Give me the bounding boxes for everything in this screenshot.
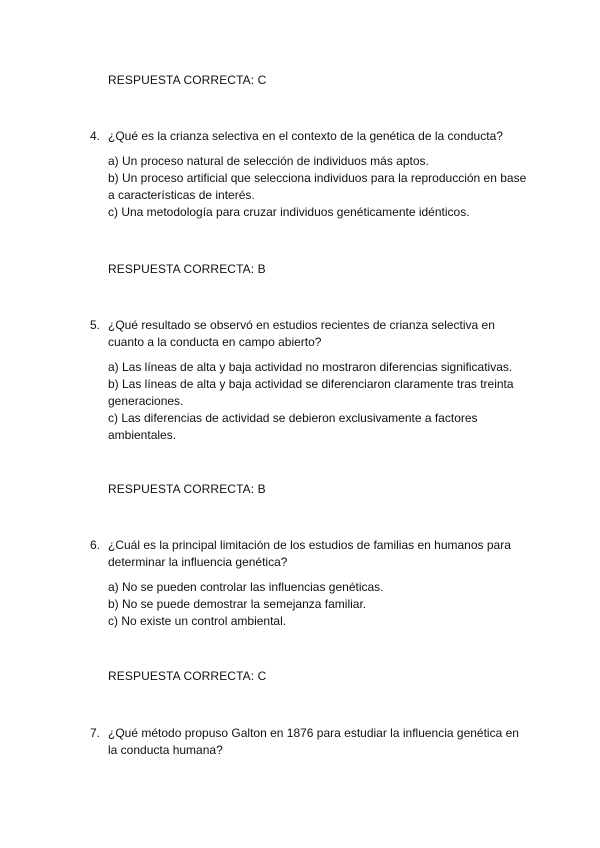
question-text: ¿Qué método propuso Galton en 1876 para estudiar la influencia genética en la conducta humana?	[108, 726, 519, 757]
option-a: a) No se pueden controlar las influencias genéticas.	[108, 580, 384, 594]
option-c: c) Una metodología para cruzar individuos genéticamente idénticos.	[108, 205, 470, 219]
option-c: c) No existe un control ambiental.	[108, 614, 287, 628]
option-b: b) No se puede demostrar la semejanza familiar.	[108, 597, 367, 611]
options-list	[108, 153, 530, 221]
question-text: ¿Qué es la crianza selectiva en el contexto de la genética de la conducta?	[108, 129, 503, 143]
question-number: 6.	[90, 538, 101, 552]
correct-answer-6: RESPUESTA CORRECTA: C	[108, 669, 267, 683]
option-a: a) Las líneas de alta y baja actividad no mostraron diferencias significativas.	[108, 360, 513, 374]
question-6	[90, 537, 530, 630]
question-text: ¿Qué resultado se observó en estudios recientes de crianza selectiva en cuanto a la conducta en campo abierto?	[108, 318, 495, 349]
option-b: b) Las líneas de alta y baja actividad se diferenciaron claramente tras treinta generaciones.	[108, 377, 514, 408]
question-5	[90, 317, 530, 444]
correct-answer-4: RESPUESTA CORRECTA: B	[108, 262, 266, 276]
question-4	[90, 128, 530, 221]
correct-answer-3: RESPUESTA CORRECTA: C	[108, 73, 267, 87]
options-list	[108, 579, 530, 630]
options-list	[108, 359, 530, 444]
option-c: c) Las diferencias de actividad se debieron exclusivamente a factores ambientales.	[108, 411, 478, 442]
question-number: 7.	[90, 726, 101, 740]
question-text: ¿Cuál es la principal limitación de los estudios de familias en humanos para determinar la influencia genética?	[108, 538, 511, 569]
question-number: 4.	[90, 129, 101, 143]
question-number: 5.	[90, 318, 101, 332]
correct-answer-5: RESPUESTA CORRECTA: B	[108, 482, 266, 496]
question-7	[90, 725, 530, 759]
option-a: a) Un proceso natural de selección de individuos más aptos.	[108, 154, 429, 168]
option-b: b) Un proceso artificial que selecciona individuos para la reproducción en base a características de interés.	[108, 171, 527, 202]
